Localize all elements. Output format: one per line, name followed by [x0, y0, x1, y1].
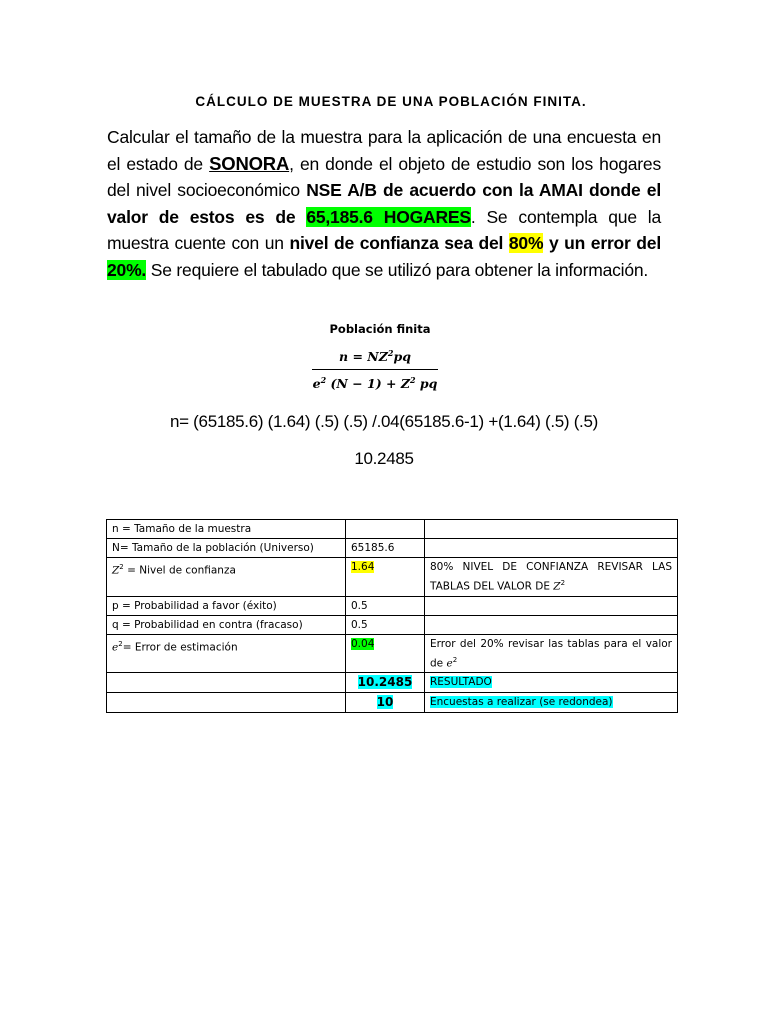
z-exponent: 2	[119, 563, 124, 571]
finite-population-formula	[312, 348, 438, 391]
row-note	[425, 596, 678, 615]
row-label: n = Tamaño de la muestra	[107, 520, 346, 539]
e-exponent: 2	[118, 639, 123, 648]
row-note-text: 80% NIVEL DE CONFIANZA REVISAR LAS TABLAS DEL VALOR DE	[430, 561, 672, 593]
denominator-part: pq	[415, 376, 438, 392]
statement-text-3: . Se contempla que la muestra cuente con un	[107, 206, 662, 253]
row-note	[425, 693, 678, 713]
numerator-part: pq	[393, 349, 411, 365]
row-note	[425, 539, 678, 558]
row-label	[107, 673, 346, 693]
statement-text-1: Calcular el tamaño de la muestra para la aplicación de una encuesta en el estado de	[107, 127, 661, 174]
row-note	[425, 673, 678, 693]
row-value	[346, 673, 425, 693]
row-label	[107, 634, 346, 673]
numerator-exponent: 2	[387, 348, 394, 358]
denominator-exponent: 2	[409, 375, 416, 386]
row-label-text: = Error de estimación	[122, 641, 238, 653]
row-label: p = Probabilidad a favor (éxito)	[107, 596, 346, 615]
row-label: N= Tamaño de la población (Universo)	[107, 539, 346, 558]
statement-text-4: Se requiere el tabulado que se utilizó para obtener la información.	[146, 259, 649, 280]
row-note	[425, 520, 678, 539]
table-row	[107, 673, 678, 693]
row-value: 0.5	[346, 615, 425, 634]
table-row	[107, 596, 678, 615]
row-value	[346, 558, 425, 597]
problem-statement	[107, 124, 661, 283]
row-note	[425, 615, 678, 634]
e-symbol: e	[112, 641, 119, 653]
formula-denominator	[312, 370, 438, 391]
statement-bold-3: y un error del	[543, 233, 661, 253]
row-label: q = Probabilidad en contra (fracaso)	[107, 615, 346, 634]
statement-text-2: , en donde el objeto de estudio son los hogares del nivel socioeconómico	[107, 153, 661, 200]
surveys-value-highlight: 10	[376, 695, 394, 709]
variables-table	[106, 519, 678, 713]
population-highlight: 65,185.6 HOGARES	[306, 206, 471, 227]
row-value: 65185.6	[346, 539, 425, 558]
substituted-equation: n= (65185.6) (1.64) (.5) (.5) /.04(65185.6-1) +(1.64) (.5) (.5)	[169, 412, 599, 431]
e-symbol: e	[446, 657, 453, 669]
table-row	[107, 520, 678, 539]
numerator-part: n = NZ	[339, 349, 388, 365]
row-note-text: Error del 20% revisar las tablas para el valor de	[430, 637, 672, 669]
row-value	[346, 520, 425, 539]
row-label	[107, 693, 346, 713]
row-note	[425, 634, 678, 673]
row-label	[107, 558, 346, 597]
z-symbol: Z	[553, 580, 561, 593]
denominator-part: e	[312, 376, 321, 392]
error-highlight: 20%.	[107, 259, 147, 280]
z-symbol: Z	[112, 564, 120, 577]
result-label-highlight: RESULTADO	[430, 676, 492, 688]
table-row	[107, 693, 678, 713]
formula-label: Población finita	[329, 322, 431, 336]
z-value-highlight: 1.64	[351, 561, 375, 573]
confidence-highlight: 80%	[508, 233, 544, 253]
e-exponent: 2	[452, 655, 458, 664]
row-value	[346, 634, 425, 673]
denominator-exponent: 2	[320, 375, 327, 386]
statement-bold-1: NSE A/B de acuerdo con la AMAI donde el valor de estos es de	[107, 180, 661, 227]
denominator-part: (N − 1) + Z	[326, 376, 410, 392]
row-value	[346, 693, 425, 713]
e-value-highlight: 0.04	[351, 637, 375, 650]
result-value-highlight: 10.2485	[357, 675, 413, 689]
row-note	[425, 558, 678, 597]
equation-result: 10.2485	[354, 449, 414, 468]
document-title: CÁLCULO DE MUESTRA DE UNA POBLACIÓN FINITA.	[195, 94, 587, 109]
statement-bold-2: nivel de confianza sea del	[289, 233, 509, 253]
z-exponent: 2	[560, 579, 566, 587]
table-row	[107, 615, 678, 634]
row-label-text: = Nivel de confianza	[123, 564, 236, 577]
table-row	[107, 539, 678, 558]
table-row	[107, 634, 678, 673]
surveys-label-highlight: Encuestas a realizar (se redondea)	[430, 696, 613, 708]
formula-numerator	[312, 348, 438, 370]
row-value: 0.5	[346, 596, 425, 615]
state-name: SONORA	[209, 152, 290, 174]
table-row	[107, 558, 678, 597]
